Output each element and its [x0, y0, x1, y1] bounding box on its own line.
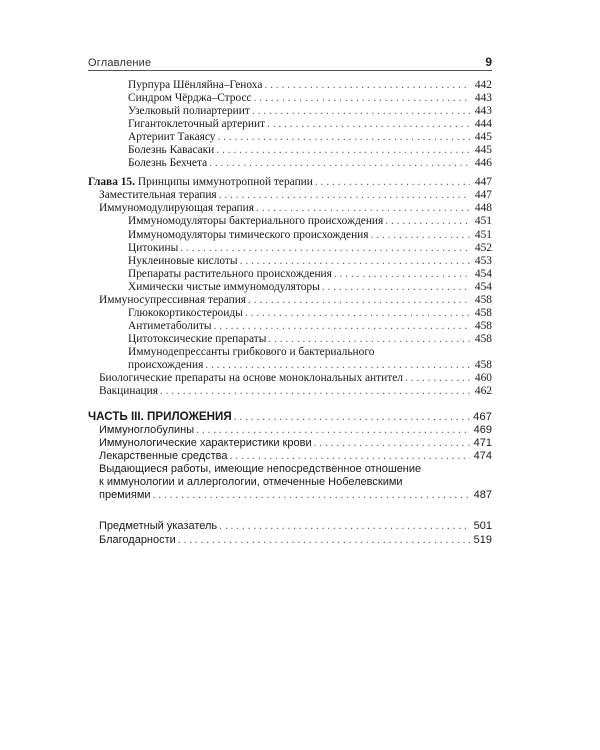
- leader-dots: [178, 242, 470, 255]
- toc-entry[interactable]: Химически чистые иммуномодуляторы . . . 454: [88, 281, 492, 294]
- toc-entry[interactable]: Нуклеиновые кислоты . . . 453: [88, 255, 492, 268]
- leader-dots: [403, 372, 470, 385]
- leader-dots: [262, 79, 470, 92]
- leader-dots: [217, 520, 470, 533]
- toc-entry-multiline[interactable]: Выдающиеся работы, имеющие непосредственное отношение к иммунологии и аллергологии, отмеченные Нобелевскими премиями . . . 487: [88, 463, 492, 502]
- leader-dots: [252, 92, 470, 105]
- leader-dots: [246, 294, 470, 307]
- leader-dots: [151, 489, 470, 502]
- leader-dots: [194, 424, 470, 437]
- toc-entry[interactable]: Иммуномодуляторы тимического происхождения . . . 451: [88, 229, 492, 242]
- leader-dots: [254, 202, 470, 215]
- entry-line: Иммунодепрессанты грибкового и бактериального: [128, 345, 375, 358]
- toc-chapter-15[interactable]: Глава 15. Принципы иммунотропной терапии . . . 447: [88, 176, 492, 189]
- running-header: [88, 53, 492, 69]
- leader-dots: [158, 385, 470, 398]
- toc-entry[interactable]: Пурпура Шёнляйна–Геноха . . . 442: [88, 79, 492, 92]
- leader-dots: [238, 255, 470, 268]
- toc-entry-multiline[interactable]: Иммунодепрессанты грибкового и бактериального происхождения . . . 458: [88, 346, 492, 372]
- toc-entry-index[interactable]: Предметный указатель . . . 501: [88, 520, 492, 533]
- toc-entry[interactable]: Цитотоксические препараты . . . 458: [88, 333, 492, 346]
- leader-dots: [369, 229, 470, 242]
- toc-entry[interactable]: Синдром Чёрджа–Стросс . . . 443: [88, 92, 492, 105]
- leader-dots: [216, 131, 470, 144]
- leader-dots: [232, 411, 470, 424]
- toc-entry[interactable]: Артериит Такаясу . . . 445: [88, 131, 492, 144]
- toc-entry[interactable]: Препараты растительного происхождения . . . 454: [88, 268, 492, 281]
- chapter-label: Глава 15.: [88, 176, 135, 189]
- leader-dots: [313, 176, 470, 189]
- page-number: 9: [485, 55, 492, 69]
- table-of-contents: [88, 79, 492, 547]
- leader-dots: [312, 437, 470, 450]
- toc-entry[interactable]: Иммуномодулирующая терапия . . . 448: [88, 202, 492, 215]
- toc-entry-acknowledgements[interactable]: Благодарности . . . 519: [88, 534, 492, 547]
- leader-dots: [212, 320, 470, 333]
- toc-entry[interactable]: Иммуносупрессивная терапия . . . 458: [88, 294, 492, 307]
- toc-entry[interactable]: Иммуноглобулины . . . 469: [88, 424, 492, 437]
- toc-entry[interactable]: Иммунологические характеристики крови . . . 471: [88, 437, 492, 450]
- leader-dots: [217, 189, 470, 202]
- leader-dots: [207, 157, 470, 170]
- toc-entry[interactable]: Биологические препараты на основе моноклональных антител . . . 460: [88, 372, 492, 385]
- leader-dots: [250, 105, 470, 118]
- toc-entry[interactable]: Иммуномодуляторы бактериального происхождения . . . 451: [88, 215, 492, 228]
- leader-dots: [228, 450, 470, 463]
- entry-line: Выдающиеся работы, имеющие непосредственное отношение: [99, 463, 422, 476]
- toc-entry[interactable]: Вакцинация . . . 462: [88, 385, 492, 398]
- leader-dots: [176, 534, 470, 547]
- toc-entry[interactable]: Заместительная терапия . . . 447: [88, 189, 492, 202]
- toc-entry[interactable]: Болезнь Бехчета . . . 446: [88, 157, 492, 170]
- leader-dots: [265, 118, 470, 131]
- toc-entry[interactable]: Лекарственные средства . . . 474: [88, 450, 492, 463]
- toc-entry[interactable]: Болезнь Кавасаки . . . 445: [88, 144, 492, 157]
- leader-dots: [332, 268, 470, 281]
- toc-part-3[interactable]: ЧАСТЬ III. ПРИЛОЖЕНИЯ . . . 467: [88, 410, 492, 424]
- leader-dots: [203, 359, 470, 372]
- leader-dots: [266, 333, 470, 346]
- toc-entry[interactable]: Цитокины . . . 452: [88, 242, 492, 255]
- leader-dots: [243, 307, 470, 320]
- leader-dots: [320, 281, 470, 294]
- toc-entry[interactable]: Узелковый полиартериит . . . 443: [88, 105, 492, 118]
- toc-entry[interactable]: Гигантоклеточный артериит . . . 444: [88, 118, 492, 131]
- leader-dots: [383, 215, 470, 228]
- entry-line: к иммунологии и аллергологии, отмеченные Нобелевскими: [99, 476, 403, 489]
- toc-entry[interactable]: Глюкокортикостероиды . . . 458: [88, 307, 492, 320]
- leader-dots: [214, 144, 470, 157]
- running-header-section: Оглавление: [88, 57, 152, 69]
- header-rule: [88, 70, 492, 71]
- toc-entry[interactable]: Антиметаболиты . . . 458: [88, 320, 492, 333]
- chapter-title: Принципы иммунотропной терапии: [137, 176, 313, 189]
